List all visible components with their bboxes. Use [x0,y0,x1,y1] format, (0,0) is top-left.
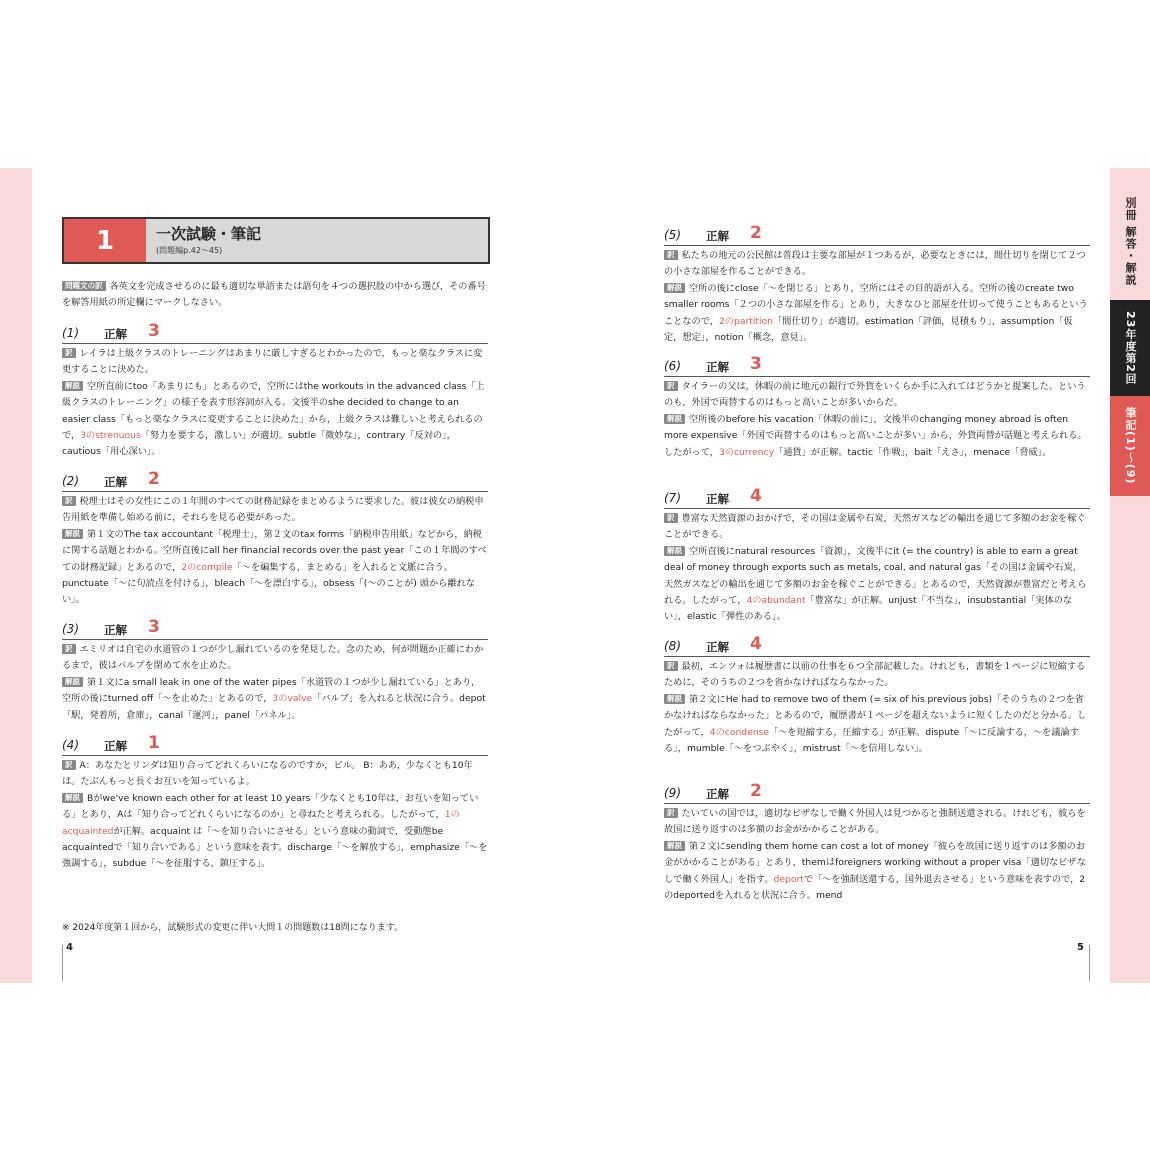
explanation-text-end: 「〜を編集する，まとめる」を入れると文脈に合う。punctuate「〜に句読点を付ける」，bleach「〜を漂白する」，obsess「(〜のことが) 頭から離れない」。 [62,561,475,606]
question-2 [62,471,488,609]
footnote: ※ 2024年度第１回から，試験形式の変更に伴い大問１の問題数は18問になります。 [62,923,404,933]
question-body [62,494,488,609]
explanation-text-end: 「〜を短縮する，圧縮する」が正解。dispute「〜に反論する，〜を議論する」，mumble「〜をつぶやく」，mistrust「〜を信用しない」。 [664,726,1079,755]
explanation-text-end: で「〜を強制送還する，国外退去させる」という意味を表すので，2のdeportedを入れると状況に合う。mend [664,873,1086,902]
explanation-text-end: 「努力を要する，激しい」が適切。subtle「微妙な」，contrary「反対の」，cautious「用心深い」。 [62,430,456,458]
question-number: (1) [62,326,79,340]
answer-number: 2 [750,223,762,243]
translation-text: タイラーの父は，休暇の前に地元の銀行で外貨をいくらか手に入れてはどうかと提案した。というのも，外国で両替するのはもっと高いことが多いからだ。 [664,381,1086,409]
answer-number: 3 [148,617,160,637]
instruction [62,279,487,312]
translation-tag: 訳 [664,250,678,260]
explanation-text: 空所直前にtoo「あまりにも」とあるので，空所にはthe workouts in the advanced class「上級クラスのトレーニング」の様子を表す形容詞が入る。文後半のshe decided to change to an easier class「もっと楽なクラスに変更することに決めた」から，上級クラスは難しいと考えられるので， [62,380,485,442]
explanation-text: 空所直後にnatural resources「資源」，文後半にit (= the country) is able to earn a great deal of money through exports such as metals, coal, and natural gas「その国は金属や石炭，天然ガスなどの輸出を通じて多額のお金を稼ぐことができる」とあるので，天然資源が豊富だと考えられる。したがって， [664,545,1087,607]
explanation-tag: 解説 [664,414,685,424]
question-number: (6) [664,359,681,373]
explanation-text: Bがwe've known each other for at least 10 years「少なくとも10年は，お互いを知っている」とあり，Aは「知り合ってどれくらいになるのか」と尋ねたと考えられる。したがって， [62,792,479,821]
instruction-text: 各英文を完成させるのに最も適切な単語または語句を４つの選択肢の中から選び，その番号を解答用紙の所定欄にマークしなさい。 [62,281,486,309]
translation-tag: 訳 [664,661,678,671]
left-page-rule [62,945,63,981]
translation-tag: 訳 [664,381,678,391]
question-header [62,735,488,756]
question-number: (2) [62,474,79,488]
translation-text: 豊富な天然資源のおかげで，その国は金属や石炭，天然ガスなどの輸出を通じて多額のお金を稼ぐことができる。 [664,513,1086,541]
right-page-rule [1089,945,1090,981]
answer-label: 正解 [706,360,729,374]
explanation-tag: 解説 [62,677,83,687]
explanation-text-end: 「豊富な」が正解。unjust「不当な」，insubstantial「実体のない」，elastic「弾性のある」。 [664,595,1073,623]
answer-number: 3 [750,354,762,374]
instruction-tag: 問題文の訳 [62,281,106,291]
answer-label: 正解 [706,229,729,243]
translation-text: 最初，エンツォは履歴書に以前の仕事を６つ全部記載した。けれども，書類を１ページに短縮するために，そのうちの２つを省かなければならなかった。 [664,661,1086,689]
question-number: (5) [664,228,681,242]
explanation-tag: 解説 [62,381,83,391]
tab-section[interactable]: 筆記(1)〜(9) [1110,396,1150,496]
question-8 [664,636,1090,757]
explanation-text-end: 「バルブ」を入れると状況に合う。depot「駅，発着所，倉庫」，canal「運河」，panel「パネル」。 [62,693,486,721]
translation-tag: 訳 [62,348,76,358]
question-number: (9) [664,786,681,800]
question-7 [664,488,1090,626]
explanation-text: 第１文のThe tax accountant「税理士」，第２文のtax forms「納税申告用紙」などから，納税に関する話題とわかる。空所直後にall her financial records over the past year「この１年間のすべての財務記録」とあるので， [62,528,487,573]
translation-text: たいていの国では，適切なビザなしで働く外国人は見つかると強制送還される。けれども，彼らを故国に送り返すのは多額のお金がかかることがある。 [664,808,1086,836]
answer-number: 4 [750,486,762,506]
question-header [62,619,488,640]
explanation-tag: 解説 [664,841,685,851]
translation-tag: 訳 [62,760,76,770]
translation-text: エミリオは自宅の水道管の１つが少し漏れているのを発見した。念のため，何が問題か正確にわかるまで，彼はバルブを閉めて水を止めた。 [62,644,484,672]
question-header [664,488,1090,509]
answer-highlight: deport [773,873,804,885]
explanation-tag: 解説 [62,793,83,803]
explanation-tag: 解説 [664,546,685,556]
explanation-text-end: 「間仕切り」が適切。estimation「評価，見積もり」，assumption「仮定，想定」，notion「概念，意見」。 [664,315,1073,344]
answer-highlight: 4のabundant [746,595,806,607]
translation-text: 税理士はその女性にこの１年間のすべての財務記録をまとめるように要求した。彼は彼女の納税申告用紙を準備し始める前に，それらを見る必要があった。 [62,496,484,524]
answer-label: 正解 [706,787,729,801]
question-header [62,323,488,344]
section-number: 1 [64,219,146,262]
explanation-tag: 解説 [664,694,685,704]
question-header [664,225,1090,246]
question-body [664,511,1090,626]
question-body [62,642,488,724]
answer-label: 正解 [104,327,127,341]
answer-label: 正解 [706,640,729,654]
question-body [664,659,1090,757]
question-header [664,783,1090,804]
section-title: 一次試験・筆記 [156,225,262,243]
question-header [664,636,1090,657]
explanation-text-end: 「通貨」が正解。tactic「作戦」，bait「えさ」，menace「脅威」。 [774,446,1052,458]
question-6 [664,356,1090,461]
translation-tag: 訳 [62,496,76,506]
answer-number: 3 [148,321,160,341]
explanation-text-end: が正解。acquaint は「〜を知り合いにさせる」という意味の動詞で，受動態be acquaintedで「知り合いである」という意味を表す。discharge「〜を解放する」，emphasize「〜を強調する」，subdue「〜を征服する，鎮圧する」。 [62,825,488,870]
question-5 [664,225,1090,346]
translation-tag: 訳 [62,644,76,654]
question-header [62,471,488,492]
answer-label: 正解 [706,492,729,506]
translation-text: A：あなたとリンダは知り合ってどれくらいになるのですか，ビル。 B：ああ，少なくとも10年は。たぶんもっと長くお互いを知っているよ。 [62,760,473,788]
answer-highlight: 2のcompile [181,561,233,573]
translation-text: レイラは上級クラスのトレーニングはあまりに厳しすぎるとわかったので，もっと楽なクラスに変更することに決めた。 [62,348,483,376]
question-4 [62,735,488,873]
tab-exam-round[interactable]: 23年度第2回 [1110,300,1150,396]
question-1 [62,323,488,461]
translation-text: 私たちの地元の公民館は普段は主要な部屋が１つあるが，必要なときには，間仕切りを閉じて２つの小さな部屋を作ることができる。 [664,250,1086,278]
question-number: (3) [62,622,79,636]
answer-number: 2 [750,781,762,801]
question-header [664,356,1090,377]
question-9 [664,783,1090,904]
answer-number: 4 [750,634,762,654]
explanation-tag: 解説 [62,529,83,539]
translation-tag: 訳 [664,808,678,818]
question-number: (7) [664,491,681,505]
explanation-text: 第２文にsending them home can cost a lot of money「彼らを故国に送り返すのは多額のお金がかかることがある」とあり，themはforeigners working without a proper visa「適切なビザなしで働く外国人」を指す。 [664,840,1086,885]
answer-highlight: 3のcurrency [718,446,775,458]
answer-number: 1 [148,733,160,753]
page-number-left: 4 [66,942,73,953]
answer-highlight: 3のvalve [272,693,313,705]
question-body [62,758,488,873]
question-number: (8) [664,639,681,653]
answer-label: 正解 [104,739,127,753]
answer-highlight: 4のcondense [709,726,770,738]
answer-highlight: 2のpartition [718,315,773,327]
explanation-text: 第１文にa small leak in one of the water pipes「水道管の１つが少し漏れている」とあり，空所の後にturned off「〜を止めた」とあるので， [62,676,481,705]
question-number: (4) [62,738,79,752]
question-body [664,379,1090,461]
explanation-text: 第２文にHe had to remove two of them (= six of his previous jobs)「そのうちの２つを省かなければならなかった」とあるので，履歴書が１ページを超えないように短くしたのだと分かる。したがって， [664,693,1087,738]
answer-number: 2 [148,469,160,489]
explanation-tag: 解説 [664,283,685,293]
question-3 [62,619,488,724]
question-body [664,806,1090,904]
answer-highlight: 1のacquainted [62,809,460,837]
question-body [62,346,488,461]
explanation-text: 空所後のbefore his vacation「休暇の前に」，文後半のchanging money abroad is often more expensive「外国で両替するのはもっと高いことが多い」から，外貨両替が話題と考えられる。したがって， [664,413,1087,458]
page-number-right: 5 [1077,942,1084,953]
section-header [62,217,490,264]
question-body [664,248,1090,346]
translation-tag: 訳 [664,513,678,523]
left-margin-strip [0,168,32,983]
section-subtitle: (問題編p.42〜45) [156,246,223,255]
tab-bessatsu[interactable]: 別冊 解答・解説 [1124,196,1137,286]
answer-label: 正解 [104,475,127,489]
answer-highlight: 3のstrenuous [80,430,141,442]
explanation-text: 空所の後にclose「〜を閉じる」とあり，空所にはその目的語が入る。空所の後のcreate two smaller rooms「２つの小さな部屋を作る」とあり，大きなひと部屋を仕切って使うこともあるということなので， [664,282,1088,327]
answer-label: 正解 [104,623,127,637]
